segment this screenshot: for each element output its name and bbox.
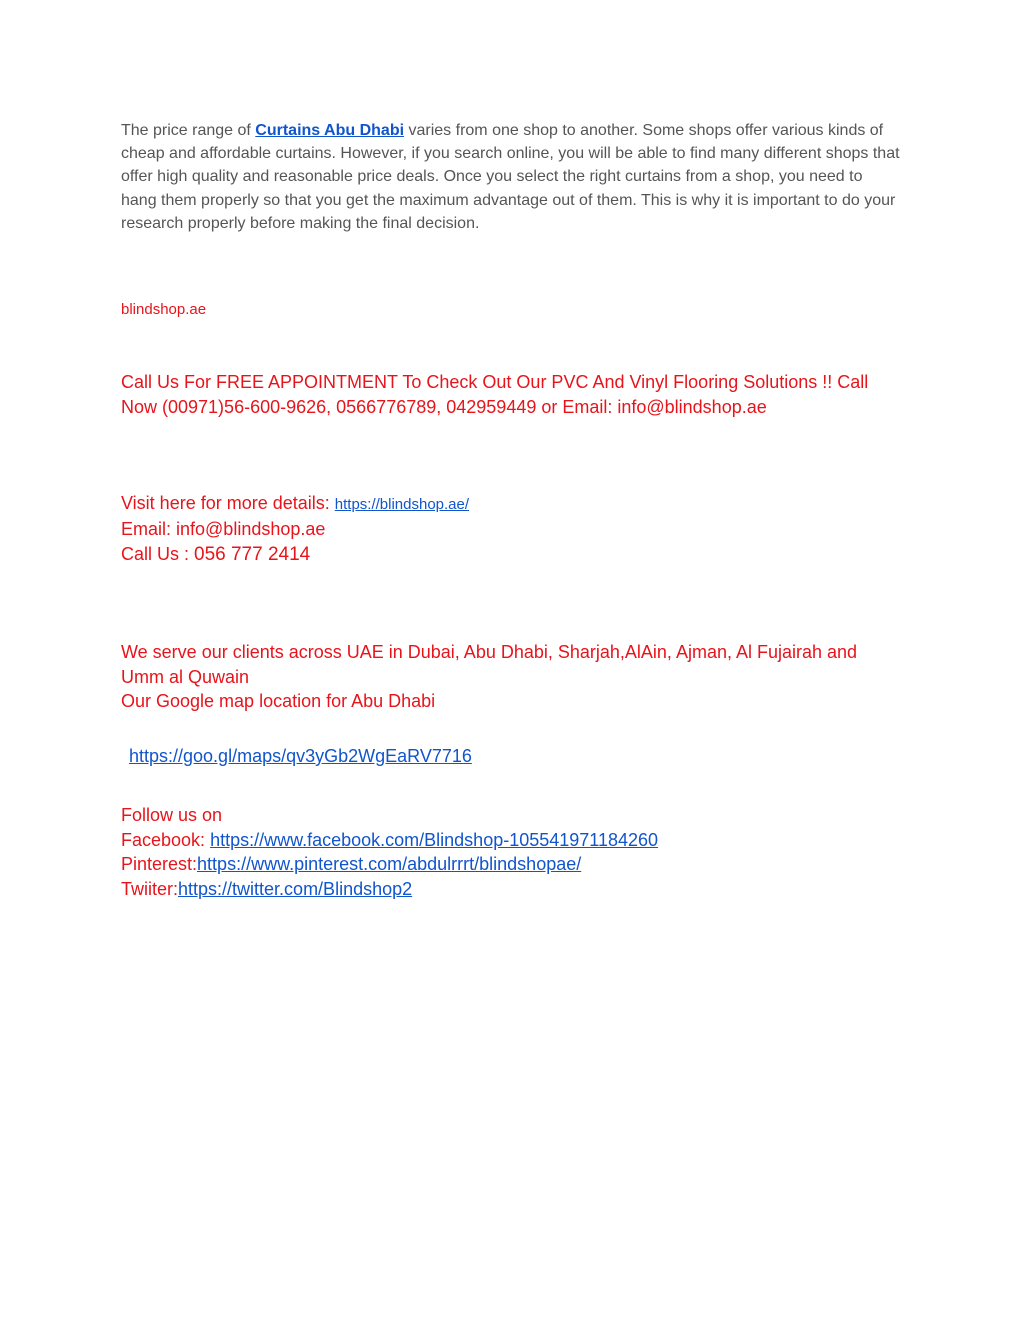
blindshop-website-link[interactable]: https://blindshop.ae/: [334, 496, 470, 513]
pinterest-label: Pinterest:: [121, 854, 198, 874]
facebook-link[interactable]: https://www.facebook.com/Blindshop-105541971184260: [210, 829, 659, 850]
google-map-link[interactable]: https://goo.gl/maps/qv3yGb2WgEaRV7716: [129, 746, 472, 766]
call-label: Call Us :: [121, 544, 195, 564]
service-area-block: [121, 640, 901, 714]
visit-line: [121, 491, 469, 517]
twitter-link[interactable]: https://twitter.com/Blindshop2: [178, 878, 413, 899]
pinterest-link[interactable]: https://www.pinterest.com/abdulrrrt/blindshopae/: [197, 854, 582, 874]
follow-block: [121, 803, 658, 901]
intro-suffix: varies from one shop to another. Some shops offer various kinds of cheap and affordable curtains. However, if you search online, you will be able to find many different shops that offer high quality and reasonable price deals. Once you select the right curtains from a shop, you need to hang them properly so that you get the maximum advantage out of them. This is why it is important to do your research properly before making the final decision.: [121, 122, 900, 232]
service-area-text: We serve our clients across UAE in Dubai, Abu Dhabi, Sharjah,AlAin, Ajman, Al Fujairah and Umm al Quwain: [121, 642, 858, 687]
facebook-line: [121, 828, 658, 853]
visit-label: Visit here for more details:: [121, 493, 335, 513]
pinterest-line: [121, 852, 658, 877]
contact-block: [121, 491, 469, 567]
appointment-callout: Call Us For FREE APPOINTMENT To Check Out Our PVC And Vinyl Flooring Solutions !! Call Now (00971)56-600-9626, 0566776789, 042959449 or Email: info@blindshop.ae: [121, 372, 869, 417]
call-line: [121, 542, 469, 567]
curtains-abu-dhabi-link[interactable]: Curtains Abu Dhabi: [255, 122, 405, 139]
twitter-line: [121, 877, 658, 902]
follow-heading: Follow us on: [121, 805, 223, 825]
site-name: blindshop.ae: [121, 301, 207, 318]
email-line: Email: info@blindshop.ae: [121, 519, 326, 539]
twitter-label: Twiiter:: [121, 878, 179, 899]
facebook-label: Facebook:: [121, 829, 211, 850]
intro-prefix: The price range of: [121, 122, 256, 139]
call-number: 056 777 2414: [194, 544, 311, 565]
map-location-label: Our Google map location for Abu Dhabi: [121, 691, 436, 711]
map-link-line: [129, 746, 472, 767]
intro-paragraph: [121, 119, 901, 235]
